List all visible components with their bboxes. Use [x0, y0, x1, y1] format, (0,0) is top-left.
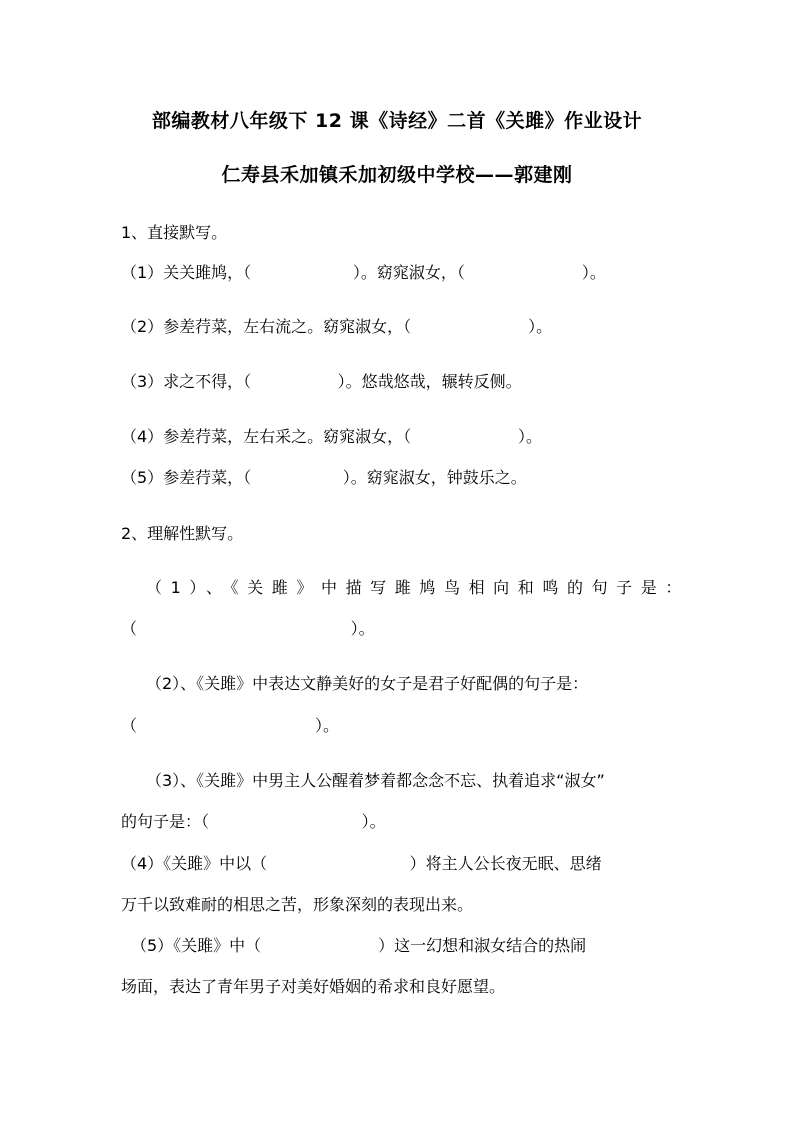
question-1-blank: （ ）。: [121, 619, 375, 638]
fill-item-4: （4）参差荇菜，左右采之。窈窕淑女，（ ）。: [121, 427, 542, 446]
question-3-text: （3）、《关雎》中男主人公醒着梦着都念念不忘、执着追求“淑女”: [146, 771, 605, 790]
question-5-continuation: 场面，表达了青年男子对美好婚姻的希求和良好愿望。: [121, 977, 506, 996]
fill-item-1: （1）关关雎鸠，（ ）。窈窕淑女，（ ）。: [121, 263, 606, 282]
section1-heading: 1、直接默写。: [121, 223, 228, 242]
question-2-blank: （ ）。: [121, 716, 340, 735]
question-1-text: （1）、《关雎》中描写雎鸠鸟相向和鸣的句子是：: [146, 578, 690, 597]
fill-item-2: （2）参差荇菜，左右流之。窈窕淑女，（ ）。: [121, 317, 553, 336]
question-5-text: （5）《关雎》中（ ）这一幻想和淑女结合的热闹: [131, 936, 587, 955]
fill-item-5: （5）参差荇菜，（ ）。窈窕淑女，钟鼓乐之。: [121, 468, 527, 487]
question-2-text: （2）、《关雎》中表达文静美好的女子是君子好配偶的句子是：: [146, 674, 589, 693]
question-3-blank: 的句子是：（ ）。: [121, 812, 386, 831]
fill-item-3: （3）求之不得，（ ）。悠哉悠哉，辗转反侧。: [121, 372, 522, 391]
question-4-text: （4）《关雎》中以（ ）将主人公长夜无眠、思绪: [121, 854, 602, 873]
author-line: 仁寿县禾加镇禾加初级中学校——郭建刚: [221, 164, 573, 186]
document-title: 部编教材八年级下 12 课《诗经》二首《关雎》作业设计: [151, 110, 643, 132]
question-4-continuation: 万千以致难耐的相思之苦，形象深刻的表现出来。: [121, 895, 474, 914]
section2-heading: 2、理解性默写。: [121, 524, 244, 543]
